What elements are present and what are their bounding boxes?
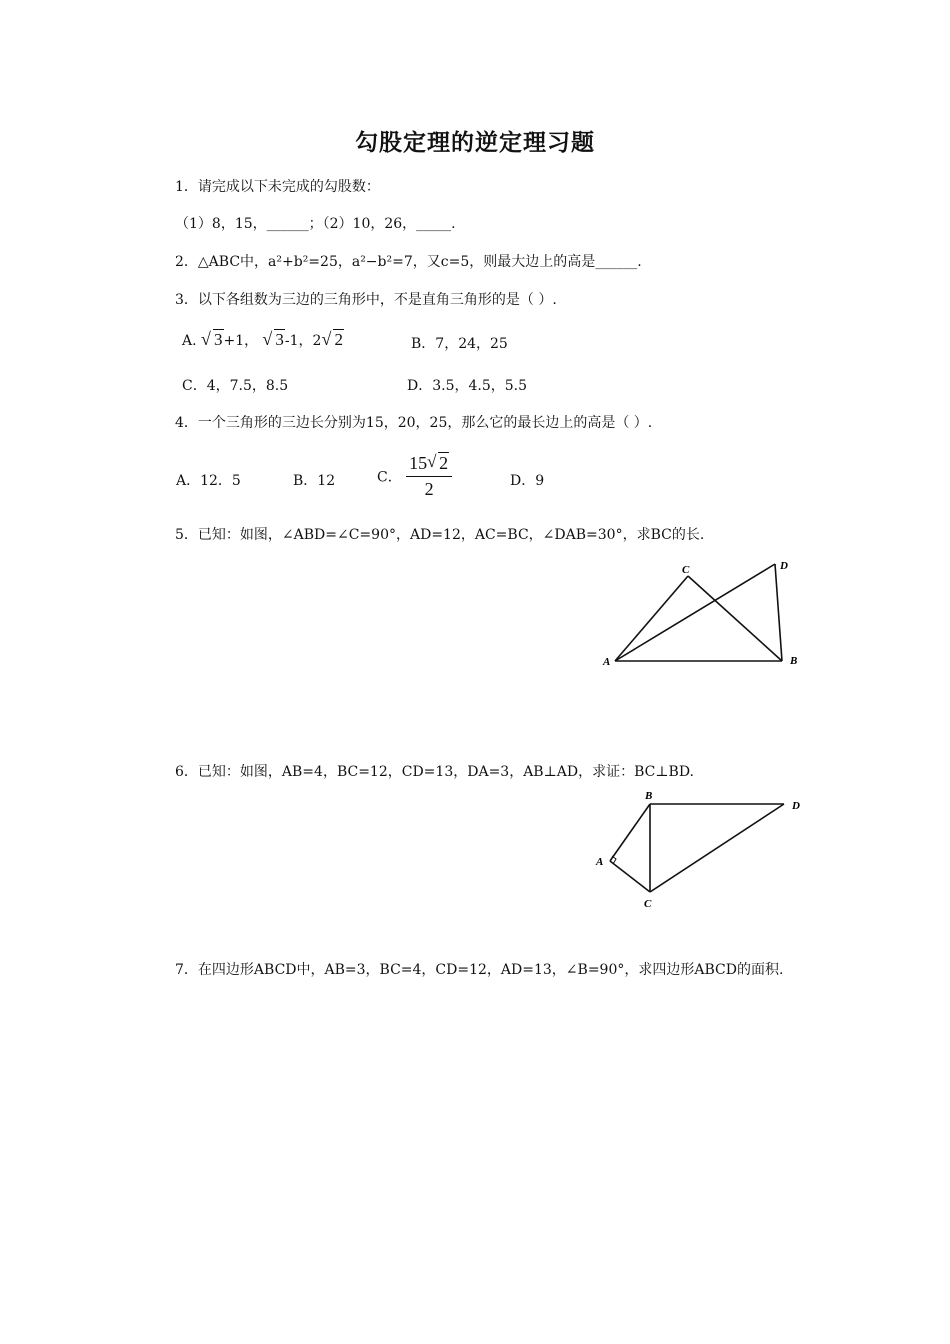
question-3-stem: 3．以下各组数为三边的三角形中，不是直角三角形的是（ ）. — [175, 292, 557, 308]
question-3-option-c: C．4，7.5，8.5 — [182, 378, 289, 394]
page-title: 勾股定理的逆定理习题 — [355, 130, 595, 156]
question-3-option-d: D．3.5，4.5，5.5 — [407, 378, 528, 394]
option-a-label: A. — [182, 333, 197, 349]
q5-label-d: D — [780, 560, 788, 572]
sqrt-2: √ 2 — [321, 329, 343, 349]
question-3-option-a: A. √ 3+1， √ 3-1，2 √ 2 — [182, 329, 343, 349]
sqrt-3-first: √ 3 — [201, 329, 223, 349]
q6-label-b: B — [645, 790, 653, 802]
question-6-stem: 6．已知：如图，AB=4，BC=12，CD=13，DA=3，AB⊥AD，求证：BC⊥BD. — [175, 764, 694, 780]
q5-label-b: B — [790, 655, 798, 667]
sqrt-3-second: √ 3 — [262, 329, 284, 349]
question-1-stem: 1．请完成以下未完成的勾股数： — [175, 179, 380, 195]
question-1-parts: （1）8，15，______；（2）10，26，_____. — [175, 216, 456, 232]
q6-label-d: D — [792, 800, 800, 812]
q5-label-a: A — [603, 656, 611, 668]
q6-label-a: A — [596, 856, 604, 868]
q5-label-c: C — [682, 564, 690, 576]
question-2-stem: 2．△ABC中，a²+b²=25，a²−b²=7，又c=5，则最大边上的高是______. — [175, 254, 642, 270]
fraction-15-root2-over-2: 15 √ 2 2 — [406, 453, 452, 500]
question-5-stem: 5．已知：如图，∠ABD=∠C=90°，AD=12，AC=BC，∠DAB=30°，求BC的长. — [175, 527, 705, 543]
question-5-figure — [598, 558, 810, 673]
question-4-stem: 4．一个三角形的三边长分别为15，20，25，那么它的最长边上的高是（ ）. — [175, 415, 653, 431]
question-4-option-c: C． 15 √ 2 2 — [377, 453, 452, 500]
question-4-option-d: D．9 — [510, 473, 545, 489]
q6-label-c: C — [644, 898, 652, 910]
question-3-option-b: B．7，24，25 — [411, 336, 508, 352]
question-4-option-b: B．12 — [293, 473, 336, 489]
question-4-option-a: A．12．5 — [176, 473, 241, 489]
question-6-figure — [592, 786, 810, 912]
question-7-stem: 7．在四边形ABCD中，AB=3，BC=4，CD=12，AD=13，∠B=90°，求四边形ABCD的面积. — [175, 962, 784, 978]
